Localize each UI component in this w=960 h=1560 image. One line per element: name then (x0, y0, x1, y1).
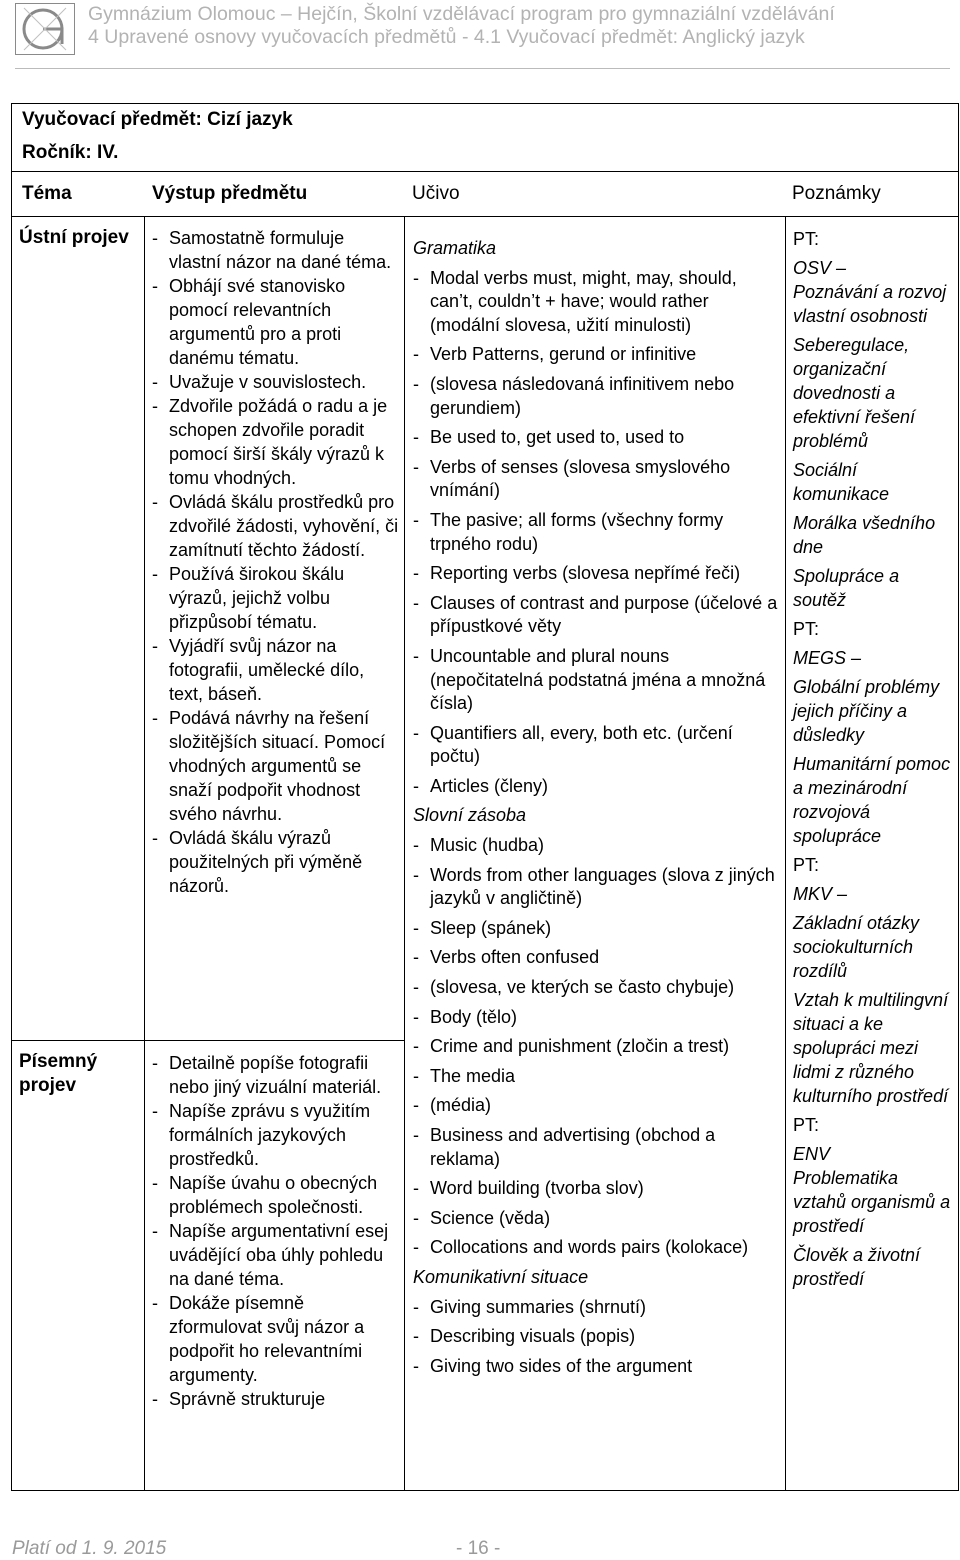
list-item: - Science (věda) (413, 1207, 783, 1231)
list-item: - Používá širokou škálu výrazů, jejichž volbu přizpůsobí tématu. (152, 562, 400, 634)
header-school-line: Gymnázium Olomouc – Hejčín, Školní vzdělávací program pro gymnaziální vzdělávání (88, 3, 835, 25)
list-item: - Word building (tvorba slov) (413, 1177, 783, 1201)
ucivo-list (413, 237, 783, 1378)
list-item: - (slovesa, ve kterých se často chybuje) (413, 976, 783, 1000)
list-item: - Articles (členy) (413, 775, 783, 799)
row-label-ustni: Ústní projev (19, 227, 129, 248)
divider (11, 1040, 404, 1041)
column-header-vystup: Výstup předmětu (152, 183, 308, 204)
grade-title: Ročník: IV. (22, 142, 119, 163)
pt-label: PT: (793, 1115, 820, 1135)
note-item: Humanitární pomoc a mezinárodní rozvojová spolupráce (793, 754, 951, 846)
list-item: - Modal verbs must, might, may, should, can’t, couldn’t + have; would rather (modální slovesa, užití minulosti) (413, 267, 783, 338)
list-item: - Napíše argumentativní esej uvádějící oba úhly pohledu na dané téma. (152, 1219, 400, 1291)
column-header-ucivo: Učivo (412, 183, 460, 204)
note-item: Spolupráce a soutěž (793, 566, 900, 610)
list-item: - Body (tělo) (413, 1006, 783, 1030)
header-divider (15, 68, 950, 69)
note-item: Problematika vztahů organismů a prostředí (793, 1168, 951, 1236)
column-header-tema: Téma (22, 183, 72, 204)
note-item: Globální problémy jejich příčiny a důsledky (793, 677, 940, 745)
page-number: - 16 - (456, 1538, 501, 1559)
divider (11, 216, 959, 217)
list-item: - Uvažuje v souvislostech. (152, 370, 400, 394)
list-item: - Uncountable and plural nouns (nepočitatelná podstatná jména a množná čísla) (413, 645, 783, 716)
list-item: - Sleep (spánek) (413, 917, 783, 941)
header-section-line: 4 Upravené osnovy vyučovacích předmětů - 4.1 Vyučovací předmět: Anglický jazyk (88, 26, 805, 48)
divider (11, 171, 959, 172)
list-item: - Words from other languages (slova z jiných jazyků v angličtině) (413, 864, 783, 911)
row-label-pisemny: Písemný projev (19, 1051, 98, 1096)
env-heading: ENV (793, 1144, 831, 1164)
vystup-pisemny-list (152, 1051, 400, 1411)
column-header-poznamky: Poznámky (792, 183, 881, 204)
poznamky-column (793, 227, 953, 1296)
list-item: - Samostatně formuluje vlastní názor na dané téma. (152, 226, 400, 274)
list-item: - Ovládá škálu výrazů použitelných při výměně názorů. (152, 826, 400, 898)
pt-label: PT: (793, 855, 820, 875)
list-item: - Clauses of contrast and purpose (účelové a přípustkové věty (413, 592, 783, 639)
list-item: - Music (hudba) (413, 834, 783, 858)
list-item: - Obhájí své stanovisko pomocí relevantních argumentů pro a proti danému tématu. (152, 274, 400, 370)
note-item: Seberegulace, organizační dovednosti a efektivní řešení problémů (793, 335, 916, 451)
note-item: Člověk a životní prostředí (793, 1245, 921, 1289)
list-item: - Napíše úvahu o obecných problémech společnosti. (152, 1171, 400, 1219)
list-item: - Detailně popíše fotografii nebo jiný vizuální materiál. (152, 1051, 400, 1099)
list-item: - (média) (413, 1094, 783, 1118)
list-item: - Vyjádří svůj názor na fotografii, umělecké dílo, text, báseň. (152, 634, 400, 706)
list-item: - Quantifiers all, every, both etc. (určení počtu) (413, 722, 783, 769)
vystup-ustni-list (152, 226, 400, 898)
list-item: - Dokáže písemně zformulovat svůj názor a podpořit ho relevantními argumenty. (152, 1291, 400, 1387)
list-item: - Ovládá škálu prostředků pro zdvořilé žádosti, vyhovění, či zamítnutí těchto žádostí. (152, 490, 400, 562)
list-item: - (slovesa následovaná infinitivem nebo gerundiem) (413, 373, 783, 420)
gramatika-heading: Gramatika (413, 238, 497, 258)
list-item: - Zdvořile požádá o radu a je schopen zdvořile poradit pomocí širší škály výrazů k tomu vhodných. (152, 394, 400, 490)
list-item: - Be used to, get used to, used to (413, 426, 783, 450)
slovni-zasoba-heading: Slovní zásoba (413, 805, 527, 826)
list-item: - Business and advertising (obchod a reklama) (413, 1124, 783, 1171)
note-item: Vztah k multilingvní situaci a ke spolupráci mezi lidmi z různého kulturního prostředí (793, 990, 949, 1106)
note-item: Základní otázky sociokulturních rozdílů (793, 913, 920, 981)
note-item: Poznávání a rozvoj vlastní osobnosti (793, 282, 947, 326)
pt-label: PT: (793, 619, 820, 639)
subject-title: Vyučovací předmět: Cizí jazyk (22, 109, 293, 130)
list-item: - Reporting verbs (slovesa nepřímé řeči) (413, 562, 783, 586)
note-item: Morálka všedního dne (793, 513, 936, 557)
divider (404, 216, 405, 1491)
list-item: - Podává návrhy na řešení složitějších situací. Pomocí vhodných argumentů se snaží podpořit vhodnost svého návrhu. (152, 706, 400, 826)
list-item: - Verbs of senses (slovesa smyslového vnímání) (413, 456, 783, 503)
list-item: - Crime and punishment (zločin a trest) (413, 1035, 783, 1059)
divider (144, 216, 145, 1491)
list-item: - Verb Patterns, gerund or infinitive (413, 343, 783, 367)
list-item: - Verbs often confused (413, 946, 783, 970)
footer-valid-from: Platí od 1. 9. 2015 (12, 1538, 167, 1559)
mkv-heading: MKV – (793, 884, 848, 904)
list-item: - The media (413, 1065, 783, 1089)
note-item: Sociální komunikace (793, 460, 890, 504)
pt-label: PT: (793, 229, 820, 249)
list-item: - Správně strukturuje (152, 1387, 400, 1411)
divider (785, 216, 786, 1491)
list-item: - The pasive; all forms (všechny formy trpného rodu) (413, 509, 783, 556)
megs-heading: MEGS – (793, 648, 862, 668)
list-item: - Describing visuals (popis) (413, 1325, 783, 1349)
list-item: - Giving two sides of the argument (413, 1355, 783, 1379)
list-item: - Collocations and words pairs (kolokace) (413, 1236, 783, 1260)
komunikativni-situace-heading: Komunikativní situace (413, 1266, 589, 1287)
list-item: - Giving summaries (shrnutí) (413, 1296, 783, 1320)
school-logo (15, 3, 75, 55)
osv-heading: OSV – (793, 258, 847, 278)
list-item: - Napíše zprávu s využitím formálních jazykových prostředků. (152, 1099, 400, 1171)
